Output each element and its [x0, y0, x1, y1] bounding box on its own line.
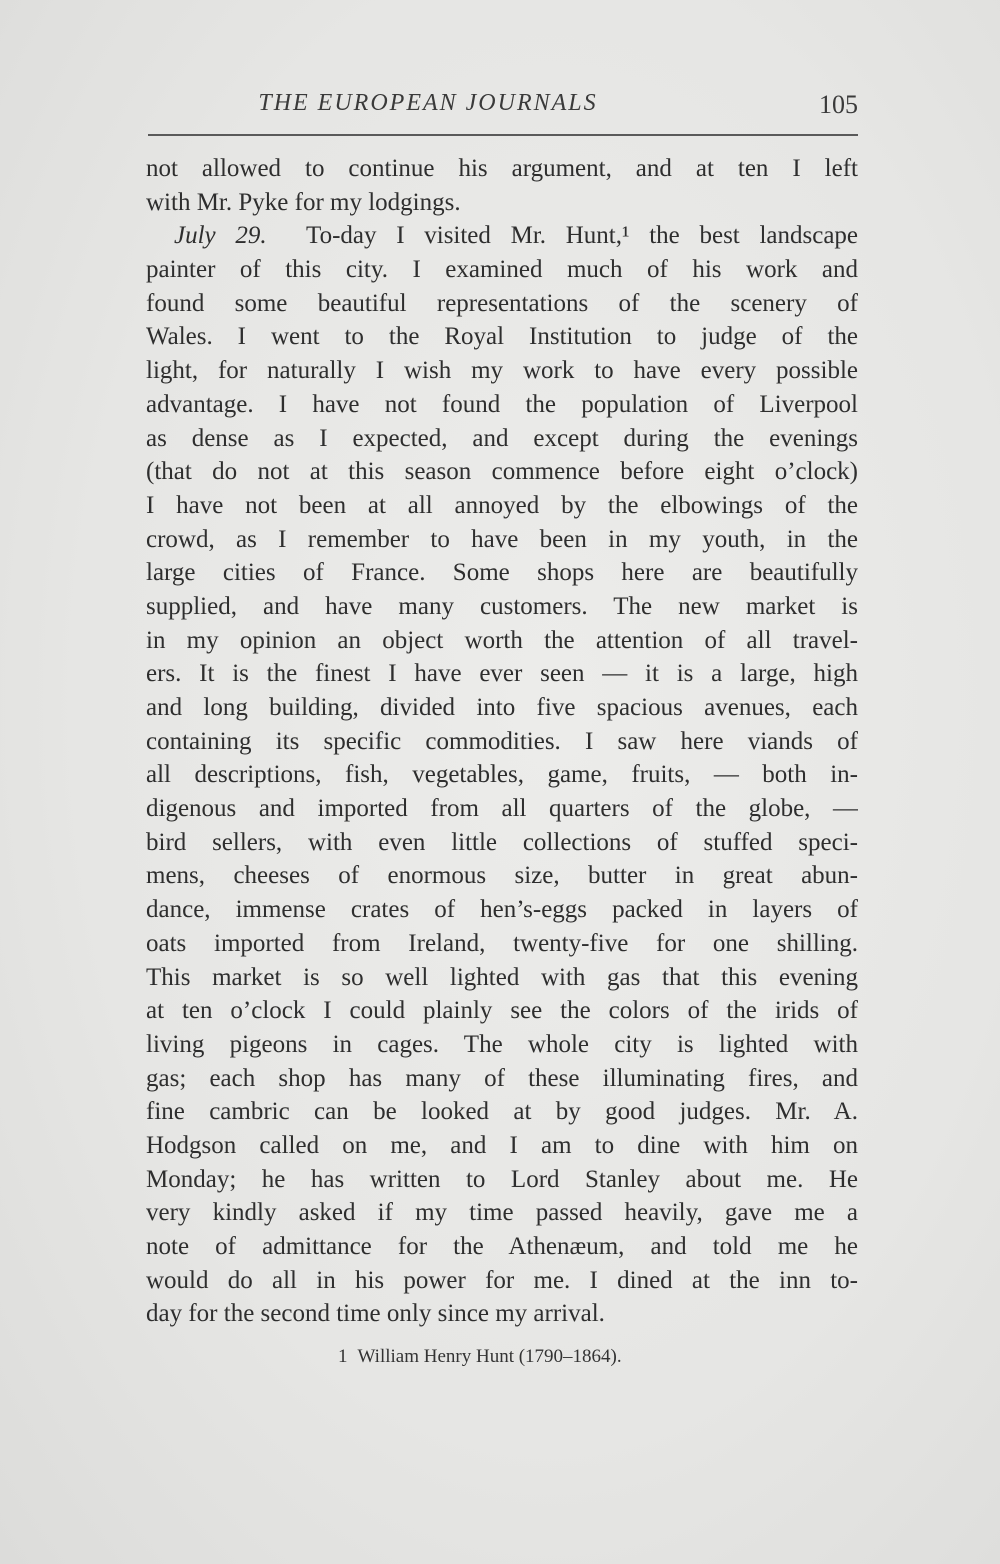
text-line: painter of this city. I examined much of his work and [146, 256, 858, 284]
text-line: large cities of France. Some shops here are beautifully [146, 559, 858, 587]
text-line: mens, cheeses of enormous size, butter in great abun- [146, 862, 858, 890]
text-line: in my opinion an object worth the attention of all travel- [146, 626, 858, 654]
text-line: not allowed to continue his argument, and at ten I left [146, 155, 858, 182]
text-line: found some beautiful representations of the scenery of [146, 289, 858, 317]
text-line: dance, immense crates of hen’s-eggs packed in layers of [146, 896, 858, 924]
text-line: Hodgson called on me, and I am to dine with him on [146, 1131, 858, 1159]
text-line: containing its specific commodities. I saw here viands of [146, 727, 858, 755]
text-line-content: To-day I visited Mr. Hunt,¹ the best landscape [306, 222, 858, 250]
text-line: ers. It is the finest I have ever seen — it is a large, high [146, 660, 858, 688]
text-line: all descriptions, fish, vegetables, game, fruits, — both in- [146, 761, 858, 789]
text-line: oats imported from Ireland, twenty-five for one shilling. [146, 929, 858, 957]
text-line: living pigeons in cages. The whole city is lighted with [146, 1030, 858, 1058]
text-line: fine cambric can be looked at by good judges. Mr. A. [146, 1098, 858, 1126]
running-title: THE EUROPEAN JOURNALS [258, 90, 598, 116]
header-rule [148, 134, 858, 136]
text-line: would do all in his power for me. I dined at the inn to- [146, 1266, 858, 1294]
text-line: day for the second time only since my arrival. [146, 1300, 605, 1328]
text-line: at ten o’clock I could plainly see the colors of the irids of [146, 997, 858, 1025]
text-line: Monday; he has written to Lord Stanley about me. He [146, 1165, 858, 1193]
text-line-dated-entry [146, 219, 858, 253]
text-line: crowd, as I remember to have been in my youth, in the [146, 525, 858, 553]
entry-date: July 29. [174, 222, 267, 250]
body-text [146, 152, 858, 1331]
page-number: 105 [819, 90, 858, 119]
footnote-marker: 1 [338, 1346, 348, 1367]
text-line: light, for naturally I wish my work to have every possible [146, 357, 858, 385]
text-line: supplied, and have many customers. The new market is [146, 592, 858, 620]
text-line: with Mr. Pyke for my lodgings. [146, 188, 461, 216]
text-line: This market is so well lighted with gas that this evening [146, 963, 858, 991]
footnote [338, 1346, 622, 1368]
text-line: advantage. I have not found the population of Liverpool [146, 390, 858, 418]
text-line: bird sellers, with even little collections of stuffed speci- [146, 828, 858, 856]
footnote-text: William Henry Hunt (1790–1864). [357, 1346, 622, 1367]
text-line: (that do not at this season commence before eight o’clock) [146, 458, 858, 486]
running-head [148, 88, 858, 128]
text-line: note of admittance for the Athenæum, and told me he [146, 1233, 858, 1260]
text-line: Wales. I went to the Royal Institution to judge of the [146, 323, 858, 351]
text-line: digenous and imported from all quarters of the globe, — [146, 795, 858, 823]
text-line: and long building, divided into five spacious avenues, each [146, 694, 858, 721]
text-line: gas; each shop has many of these illuminating fires, and [146, 1064, 858, 1092]
text-line: as dense as I expected, and except during the evenings [146, 424, 858, 452]
text-line: very kindly asked if my time passed heavily, gave me a [146, 1199, 858, 1227]
text-line: I have not been at all annoyed by the elbowings of the [146, 491, 858, 519]
